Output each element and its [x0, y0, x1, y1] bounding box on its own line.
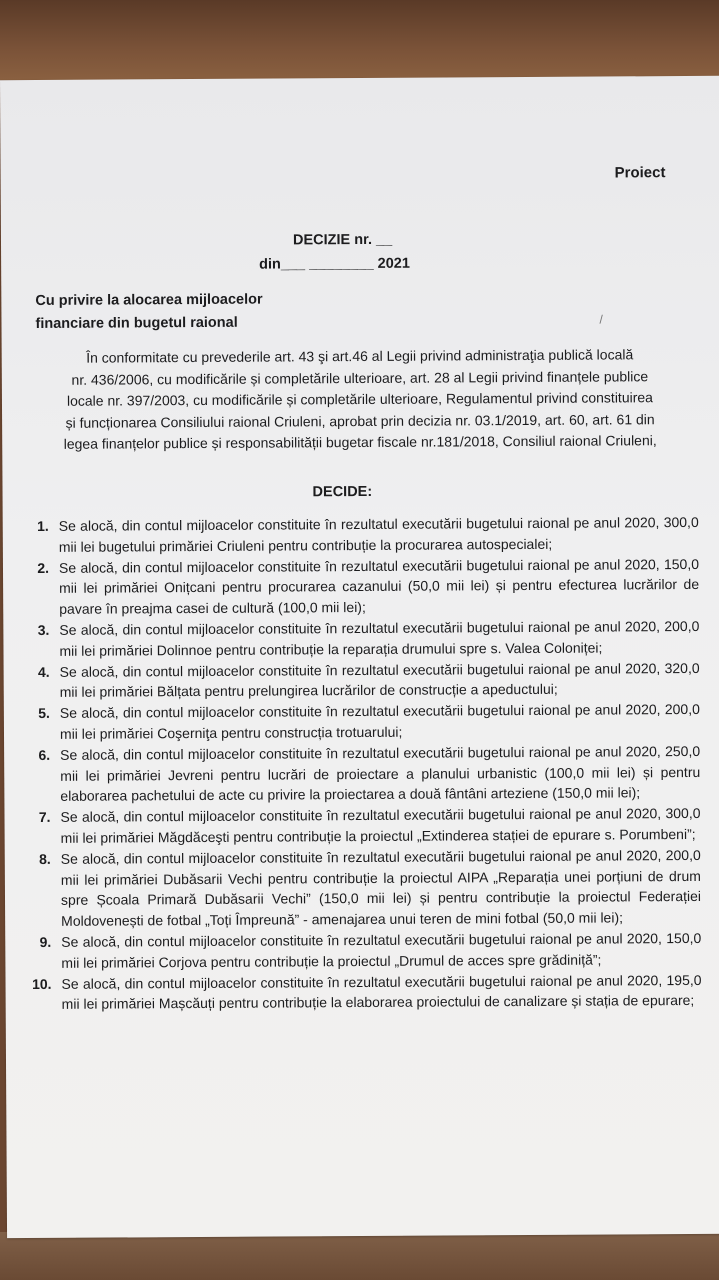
list-item	[19, 554, 699, 621]
item-number: 2.	[37, 559, 50, 576]
item-text: Se alocă, din contul mijloacelor constituite în rezultatul executării bugetului raional pe anul 2020, 150,0 mii lei primăriei Corjova pentru contribuție la proiectul „Drumul de acces spre grădiniță”;	[61, 929, 702, 971]
subject-heading	[35, 289, 263, 336]
item-text: Se alocă, din contul mijloacelor constituite în rezultatul executării bugetului raional pe anul 2020, 320,0 mii lei primăriei Bălțata pentru prelungirea lucrărilor de construcție a apeductului;	[59, 659, 700, 701]
list-item	[20, 803, 700, 849]
subject-line-1: Cu privire la alocarea mijloacelor	[35, 291, 263, 309]
list-item	[21, 928, 701, 974]
preamble-line: și funcționarea Consiliului raional Criuleni, aprobat prin decizia nr. 03.1/2019, art. 60, art. 61 din	[65, 410, 655, 431]
item-text: Se alocă, din contul mijloacelor constituite în rezultatul executării bugetului raional pe anul 2020, 195,0 mii lei primăriei Mașcăuți pentru contribuție la elaborarea proiectului de canalizare și stația de epurare;	[61, 971, 702, 1013]
item-number: 3.	[37, 621, 50, 638]
list-item	[21, 969, 701, 1015]
list-item	[20, 699, 700, 745]
item-number: 8.	[39, 850, 51, 867]
item-number: 7.	[38, 809, 51, 826]
table-background	[0, 0, 719, 80]
draft-label: Proiect	[614, 164, 666, 182]
subject-line-2: financiare din bugetul raional	[35, 314, 238, 332]
table-background-bottom	[0, 1232, 719, 1280]
decide-heading: DECIDE:	[312, 483, 373, 501]
list-item	[19, 512, 699, 558]
list-item	[20, 741, 700, 808]
document-page	[0, 76, 719, 1238]
item-text: Se alocă, din contul mijloacelor constituite în rezultatul executării bugetului raional pe anul 2020, 300,0 mii lei bugetului primăriei Criuleni pentru contribuție la procurarea autospecialei;	[58, 513, 699, 555]
list-item	[19, 616, 699, 662]
item-text: Se alocă, din contul mijloacelor constituite în rezultatul executării bugetului raional pe anul 2020, 150,0 mii lei primăriei Onițcani pentru procurarea cazanului (50,0 mii lei) și pentru efecturea lucrărilor de pavare în preajma casei de cultură (100,0 mii lei);	[58, 555, 700, 618]
item-number: 6.	[38, 746, 51, 763]
item-number: 9.	[39, 933, 52, 950]
item-text: Se alocă, din contul mijloacelor constituite în rezultatul executării bugetului raional pe anul 2020, 200,0 mii lei primăriei Dubăsarii Vechi pentru contribuție la proiectul AIPA „Reparația unei porțiuni de drum spre Școala Primară Dubăsarii Vechi” (150,0 mii lei) și pentru contribuție la proiectul Federației Moldovenești de fotbal „Toți Împreună” - amenajarea unui teren de mini fotbal (50,0 mii lei);	[60, 846, 702, 929]
preamble-line: locale nr. 397/2003, cu modificările și completările ulterioare, Regulamentul privind constituirea	[66, 389, 653, 409]
item-number: 10.	[32, 975, 52, 992]
pen-mark: /	[599, 312, 603, 327]
preamble-line: legea finanțelor publice și responsabilității bugetar fiscale nr.181/2018, Consiliul raional Criuleni,	[63, 432, 657, 452]
decision-date: din___ ________ 2021	[259, 255, 410, 273]
item-text: Se alocă, din contul mijloacelor constituite în rezultatul executării bugetului raional pe anul 2020, 200,0 mii lei primăriei Coşerniţa pentru construcția trotuarului;	[59, 701, 700, 742]
preamble-paragraph	[24, 344, 697, 456]
list-item	[20, 658, 700, 704]
item-number: 4.	[37, 663, 50, 680]
list-item	[21, 845, 701, 932]
item-number: 1.	[36, 517, 49, 534]
preamble-line: nr. 436/2006, cu modificările și completările ulterioare, art. 28 al Legii privind finanțele publice	[71, 367, 649, 388]
item-text: Se alocă, din contul mijloacelor constituite în rezultatul executării bugetului raional pe anul 2020, 250,0 mii lei primăriei Jevreni pentru lucrări de proiectare a planului urbanistic (100,0 mii lei) și pentru elaborarea pachetului de acte cu privire la proiectarea a două fântâni arteziene (150,0 mii lei);	[60, 742, 701, 805]
decision-items-list	[19, 512, 702, 1015]
item-text: Se alocă, din contul mijloacelor constituite în rezultatul executării bugetului raional pe anul 2020, 200,0 mii lei primăriei Dolinnoe pentru contribuție la reparația drumului spre s. Valea Coloniței;	[59, 617, 700, 659]
preamble-line: În conformitate cu prevederile art. 43 şi art.46 al Legii privind administraţia publică locală	[86, 346, 634, 366]
item-number: 5.	[38, 705, 50, 722]
item-text: Se alocă, din contul mijloacelor constituite în rezultatul executării bugetului raional pe anul 2020, 300,0 mii lei primăriei Măgdăceşti pentru contribuție la proiectul „Extinderea stației de epurare s. Porumbeni”;	[60, 805, 701, 846]
decision-number: DECIZIE nr. __	[292, 231, 393, 249]
